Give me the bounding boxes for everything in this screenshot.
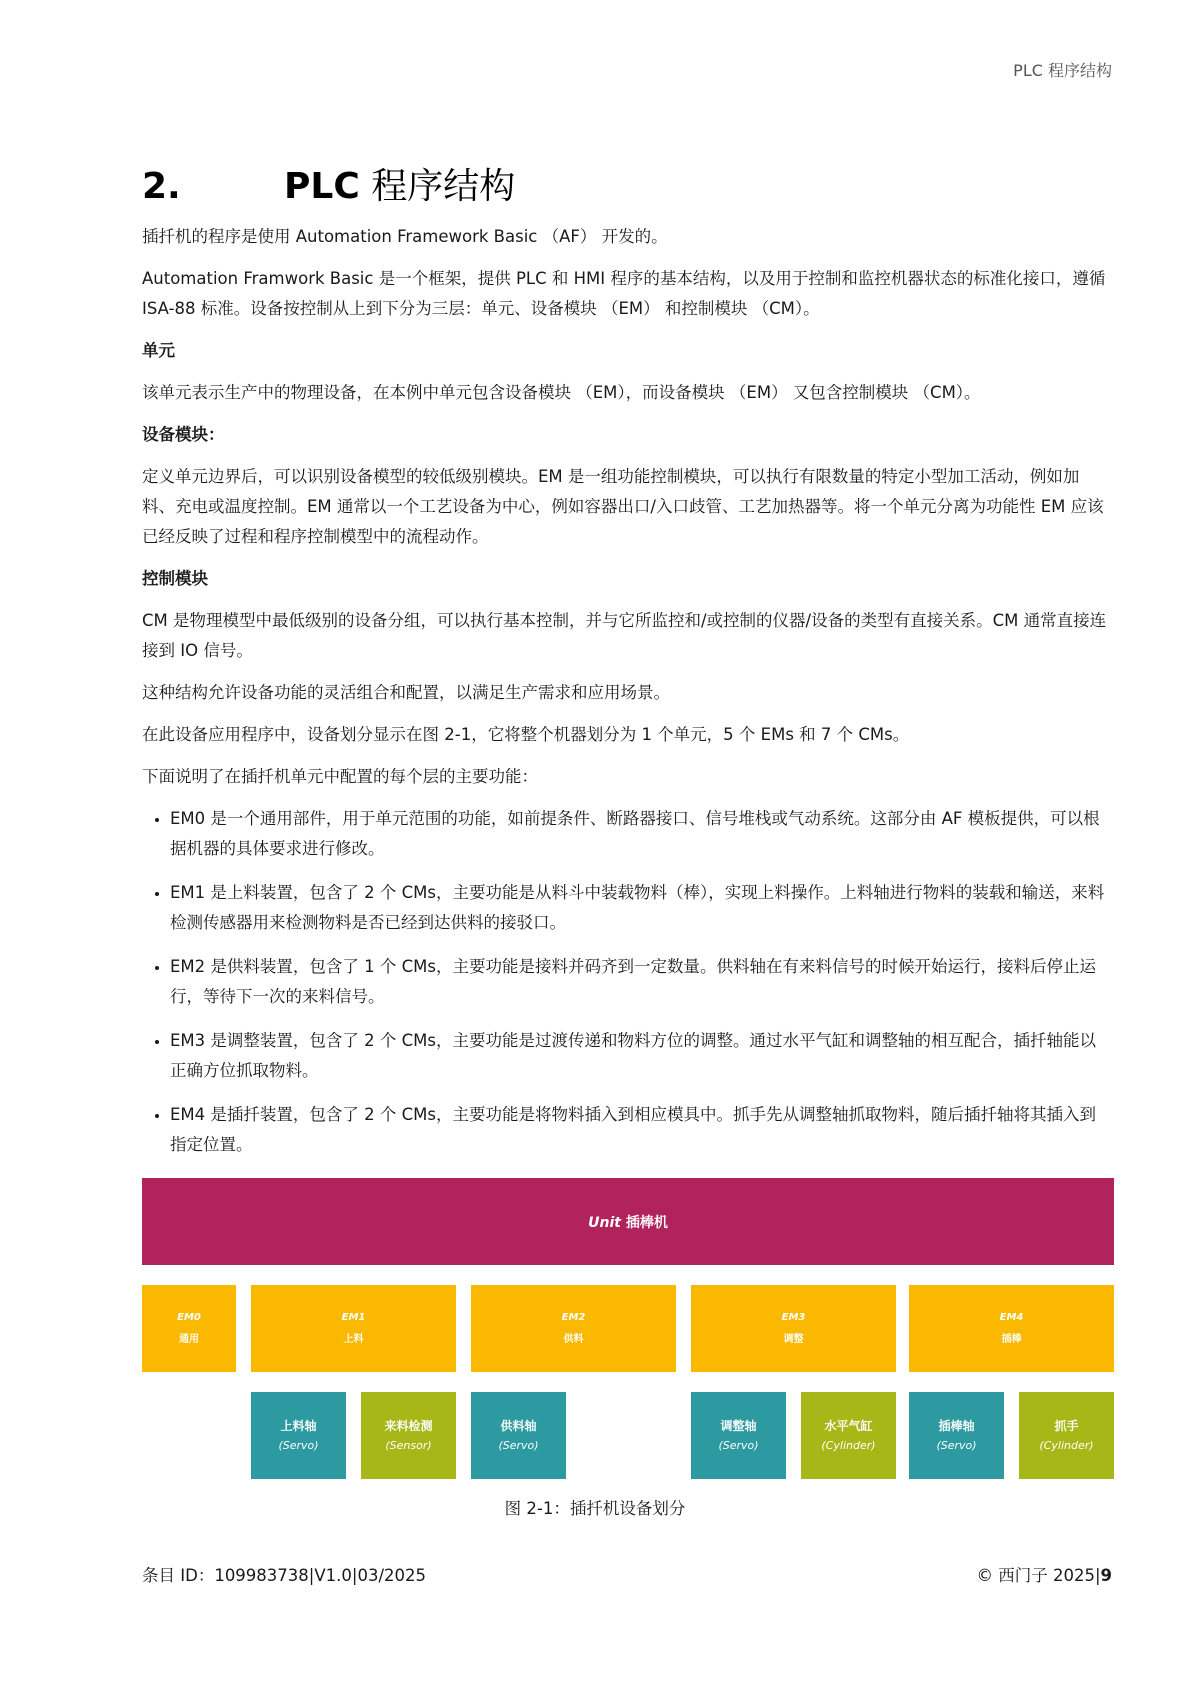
paragraph: 下面说明了在插扦机单元中配置的每个层的主要功能： [142,767,538,786]
cm-name: 上料轴 [280,1418,317,1433]
cm-type: (Cylinder) [1039,1438,1094,1452]
unit-code: Unit [588,1214,621,1231]
cm-type: (Servo) [936,1438,977,1452]
cm-block [909,1392,1004,1479]
paragraph: 该单元表示生产中的物理设备，在本例中单元包含设备模块 （EM），而设备模块 （EM） 又包含控制模块 （CM）。 [142,383,981,402]
section-heading-em: 设备模块： [142,425,225,444]
body-text [142,222,1112,1174]
paragraph: CM 是物理模型中最低级别的设备分组，可以执行基本控制，并与它所监控和/或控制的仪器/设备的类型有直接关系。CM 通常直接连接到 IO 信号。 [142,611,1107,660]
list-item: • EM1 是上料装置，包含了 2 个 CMs，主要功能是从料斗中装载物料（棒），实现上料操作。上料轴进行物料的装载和输送，来料检测传感器用来检测物料是否已经到达供料的接驳口。 [170,878,1112,938]
em-code: EM3 [781,1311,806,1323]
em-name: 插棒 [1001,1333,1022,1345]
unit-name: 插棒机 [625,1214,668,1231]
cm-type: (Servo) [498,1438,539,1452]
list-item: • EM3 是调整装置，包含了 2 个 CMs，主要功能是过渡传递和物料方位的调整。通过水平气缸和调整轴的相互配合，插扦轴能以正确方位抓取物料。 [170,1026,1112,1086]
cm-type: (Servo) [278,1438,319,1452]
em-code: EM1 [341,1311,366,1323]
section-heading-cm: 控制模块 [142,569,208,588]
paragraph: 定义单元边界后，可以识别设备模型的较低级别模块。EM 是一组功能控制模块，可以执行有限数量的特定小型加工活动，例如加料、充电或温度控制。EM 通常以一个工艺设备为中心，例如容器出口/入口歧管、工艺加热器等。将一个单元分离为功能性 EM 应该已经反映了过程和程序控制模型中的流程动作。 [142,467,1104,546]
cm-name: 调整轴 [720,1418,757,1433]
em-block-em2 [471,1285,676,1372]
em-code: EM2 [561,1311,586,1323]
equipment-hierarchy-diagram [142,1178,1114,1478]
cm-name: 供料轴 [500,1418,537,1433]
chapter-title-bold: PLC [284,166,360,207]
paragraph: Automation Framwork Basic 是一个框架，提供 PLC 和 HMI 程序的基本结构，以及用于控制和监控机器状态的标准化接口，遵循 ISA-88 标准。设备按控制从上到下分为三层：单元、设备模块 （EM） 和控制模块 （CM）。 [142,269,1106,318]
list-item: • EM4 是插扦装置，包含了 2 个 CMs，主要功能是将物料插入到相应模具中。抓手先从调整轴抓取物料，随后插扦轴将其插入到指定位置。 [170,1100,1112,1160]
em-code: EM0 [177,1311,201,1323]
em-code: EM4 [999,1311,1024,1323]
em-name: 通用 [179,1333,199,1345]
cm-type: (Servo) [718,1438,759,1452]
page-number: 9 [1100,1566,1112,1585]
cm-name: 来料检测 [384,1418,433,1433]
cm-block [691,1392,786,1479]
cm-block [251,1392,346,1479]
paragraph: 插扦机的程序是使用 Automation Framework Basic （AF） 开发的。 [142,227,668,246]
em-name: 上料 [343,1333,364,1345]
cm-name: 抓手 [1054,1418,1079,1433]
footer-entry-id: 条目 ID：109983738|V1.0|03/2025 [142,1566,426,1585]
figure-caption: 图 2-1：插扦机设备划分 [504,1499,686,1518]
copyright-text: © 西门子 2025| [976,1566,1101,1585]
em-block-em1 [251,1285,456,1372]
chapter-title-rest: 程序结构 [359,166,516,207]
paragraph: 这种结构允许设备功能的灵活组合和配置，以满足生产需求和应用场景。 [142,683,670,702]
em-block-em0 [142,1285,236,1372]
running-header: PLC 程序结构 [1013,61,1112,80]
cm-type: (Cylinder) [821,1438,876,1452]
section-heading-unit: 单元 [142,341,175,360]
list-item: • EM2 是供料装置，包含了 1 个 CMs，主要功能是接料并码齐到一定数量。供料轴在有来料信号的时候开始运行，接料后停止运行，等待下一次的来料信号。 [170,952,1112,1012]
em-block-em3 [691,1285,896,1372]
cm-block [1019,1392,1114,1479]
cm-name: 插棒轴 [938,1418,975,1433]
chapter-number: 2. [142,166,181,207]
list-item: • EM0 是一个通用部件，用于单元范围的功能，如前提条件、断路器接口、信号堆栈或气动系统。这部分由 AF 模板提供，可以根据机器的具体要求进行修改。 [170,804,1112,864]
em-name: 供料 [563,1333,584,1345]
cm-block [801,1392,896,1479]
footer-copyright [976,1562,1112,1586]
em-name: 调整 [783,1333,804,1345]
paragraph: 在此设备应用程序中，设备划分显示在图 2-1，它将整个机器划分为 1 个单元，5 个 EMs 和 7 个 CMs。 [142,725,910,744]
em-block-em4 [909,1285,1114,1372]
cm-block [471,1392,566,1479]
cm-name: 水平气缸 [824,1418,873,1433]
bullet-list [142,804,1112,1160]
cm-block [361,1392,456,1479]
cm-type: (Sensor) [385,1438,432,1452]
unit-block [142,1178,1114,1265]
chapter-heading [142,158,515,209]
